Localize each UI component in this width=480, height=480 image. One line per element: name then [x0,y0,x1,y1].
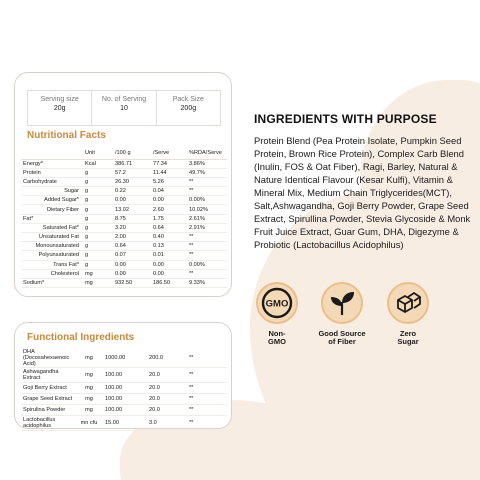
column-header: /100 g [113,147,151,159]
pack-size-cell [157,91,220,125]
table-cell: 0.00% [187,260,227,269]
table-cell: Grape Seed Extract [21,394,75,405]
serving-size-cell [28,91,92,125]
table-cell: 26.30 [113,177,151,186]
gmo-icon-text: GMO [265,298,289,310]
table-row [21,251,227,260]
table-cell: DHA (Docosahexaenoic Acid) [21,349,75,368]
serving-info-row [27,90,221,126]
table-cell: ** [187,233,227,242]
table-row [21,383,227,394]
table-cell: g [83,242,113,251]
functional-ingredients-card [14,322,232,429]
table-row [21,223,227,232]
table-cell: Unsaturated Fat [21,233,83,242]
table-cell: ** [187,187,227,196]
table-cell: ** [187,251,227,260]
table-row [21,196,227,205]
table-cell: mg [75,394,103,405]
table-cell: 386.71 [113,159,151,168]
badge-non-gmo [247,282,307,346]
table-cell: ** [187,405,227,416]
functional-table [21,349,227,431]
table-row [21,269,227,278]
table-cell: 0.04 [151,187,187,196]
badge-label-line: Non- [268,329,286,338]
nutrition-title: Nutritional Facts [27,130,106,141]
servings-count-value: 10 [120,105,128,112]
table-row [21,168,227,177]
table-cell: ** [187,368,227,383]
table-cell: 100.00 [103,394,147,405]
table-cell: 10.02% [187,205,227,214]
table-cell: 0.40 [151,233,187,242]
table-cell: Ashwagandha Extract [21,368,75,383]
table-cell: ** [187,383,227,394]
table-cell: ** [187,394,227,405]
badge-label [312,330,372,346]
functional-title: Functional Ingredients [27,332,135,343]
serving-size-label: Serving size [40,96,79,103]
table-cell: 3.86% [187,159,227,168]
pack-size-value: 200g [180,105,197,112]
badge-label-line: GMO [268,337,286,346]
table-cell: 2.60 [151,205,187,214]
table-cell: 11.44 [151,168,187,177]
table-cell: Added Sugar* [21,196,83,205]
table-cell: Energy* [21,159,83,168]
ingredients-text: Protein Blend (Pea Protein Isolate, Pumpkin Seed Protein, Brown Rice Protein), Complex Carb Blend (Inulin, FOS & Oat Fiber), Ragi, Barley, Natural & Nature Identical Flavour (Kesar Kulfi), Vitamin & Mineral Mix, Medium Chain Triglycerides(MCT), Salt,Ashwagandha, Goji Berry Powder, Grape Seed Extract, Spirullina Powder, Stevia Glycoside & Monk Fruit Juice Extract, Guar Gum, DHA, Digezyme & Probiotic (Lactobacillus Acidophilus) [254,135,471,250]
table-cell: mg [83,269,113,278]
table-cell: g [83,196,113,205]
table-cell: mn cfu [75,416,103,431]
table-cell: 9.33% [187,278,227,287]
table-cell: g [83,205,113,214]
table-cell: 20.0 [147,394,187,405]
badge-fiber [312,282,372,346]
table-row [21,416,227,431]
table-cell: 0.64 [113,242,151,251]
table-row [21,278,227,287]
nutrition-table-body [21,159,227,288]
table-cell: Spirulina Powder [21,405,75,416]
column-header: %RDA/Serve [187,147,227,159]
table-cell: Dietary Fiber [21,205,83,214]
nutrition-facts-card [14,72,232,297]
table-cell: 0.00% [187,196,227,205]
table-cell: 200.0 [147,349,187,368]
table-cell: Sugar [21,187,83,196]
table-cell: 57.2 [113,168,151,177]
table-cell: g [83,233,113,242]
badge-label-line: Sugar [397,337,419,346]
table-row [21,405,227,416]
table-row [21,205,227,214]
table-cell: 0.00 [151,269,187,278]
table-cell: g [83,223,113,232]
table-cell: ** [187,416,227,431]
table-cell: 1000.00 [103,349,147,368]
gmo-icon [256,282,298,324]
table-cell: 8.75 [113,214,151,223]
table-cell: ** [187,177,227,186]
table-cell: g [83,260,113,269]
table-row [21,368,227,383]
table-cell: mg [75,349,103,368]
table-cell: Monounsaturated [21,242,83,251]
table-cell: mg [83,278,113,287]
badge-label [378,330,438,346]
table-cell: mg [75,383,103,394]
table-cell: Polyunsaturated [21,251,83,260]
table-cell: 15.00 [103,416,147,431]
table-cell: 13.02 [113,205,151,214]
table-cell: 0.00 [151,196,187,205]
table-header-row [21,147,227,159]
table-cell: Lactobacillus acidophilus [21,416,75,431]
table-cell: ** [187,349,227,368]
table-cell: Goji Berry Extract [21,383,75,394]
table-cell: 100.00 [103,368,147,383]
table-cell: 0.00 [113,269,151,278]
table-cell: mg [75,405,103,416]
table-row [21,177,227,186]
table-cell: 3.20 [113,223,151,232]
table-row [21,214,227,223]
table-cell: 49.7% [187,168,227,177]
table-row [21,260,227,269]
badge-label-line: Good Source [318,329,366,338]
table-cell: 0.22 [113,187,151,196]
table-cell: Protein [21,168,83,177]
table-row [21,349,227,368]
column-header: /Serve [151,147,187,159]
table-cell: 0.07 [113,251,151,260]
table-cell: 0.00 [113,196,151,205]
table-cell: 0.64 [151,223,187,232]
table-cell: 0.00 [151,260,187,269]
ingredients-title: INGREDIENTS WITH PURPOSE [254,112,437,126]
table-cell: Carbohydrate [21,177,83,186]
badge-label-line: Zero [399,329,417,338]
badge-label-line: of Fiber [328,337,356,346]
table-cell: ** [187,242,227,251]
table-cell: 186.50 [151,278,187,287]
table-row [21,233,227,242]
table-cell: mg [75,368,103,383]
table-cell: 2.91% [187,223,227,232]
table-cell: ** [187,269,227,278]
table-cell: 1.75 [151,214,187,223]
table-row [21,187,227,196]
functional-table-body [21,349,227,431]
table-cell: 932.50 [113,278,151,287]
table-cell: 0.00 [113,260,151,269]
table-cell: 20.0 [147,405,187,416]
column-header: Unit [83,147,113,159]
pack-size-label: Pack Size [172,96,204,103]
table-cell: 2.61% [187,214,227,223]
table-cell: 5.26 [151,177,187,186]
table-cell: g [83,214,113,223]
table-cell: g [83,187,113,196]
badge-label [247,330,307,346]
table-cell: Cholesterol [21,269,83,278]
table-cell: g [83,251,113,260]
table-cell: Kcal [83,159,113,168]
table-cell: 2.00 [113,233,151,242]
serving-size-value: 20g [53,105,66,112]
nutrition-table [21,147,227,288]
table-row [21,242,227,251]
table-row [21,394,227,405]
sprout-icon [321,282,363,324]
table-cell: 20.0 [147,383,187,394]
table-cell: 0.01 [151,251,187,260]
sugar-cube-icon [387,282,429,324]
table-cell: 100.00 [103,405,147,416]
table-cell: Saturated Fat* [21,223,83,232]
servings-count-cell [92,91,156,125]
servings-count-label: No. of Serving [101,96,147,103]
table-cell: 0.13 [151,242,187,251]
table-cell: g [83,168,113,177]
table-cell: 20.0 [147,368,187,383]
table-cell: 77.34 [151,159,187,168]
table-cell: Trans Fat* [21,260,83,269]
column-header [21,147,83,159]
table-cell: 3.0 [147,416,187,431]
table-cell: g [83,177,113,186]
table-cell: 100.00 [103,383,147,394]
table-cell: Sodium* [21,278,83,287]
table-cell: Fat* [21,214,83,223]
table-row [21,159,227,168]
badge-zero-sugar [378,282,438,346]
